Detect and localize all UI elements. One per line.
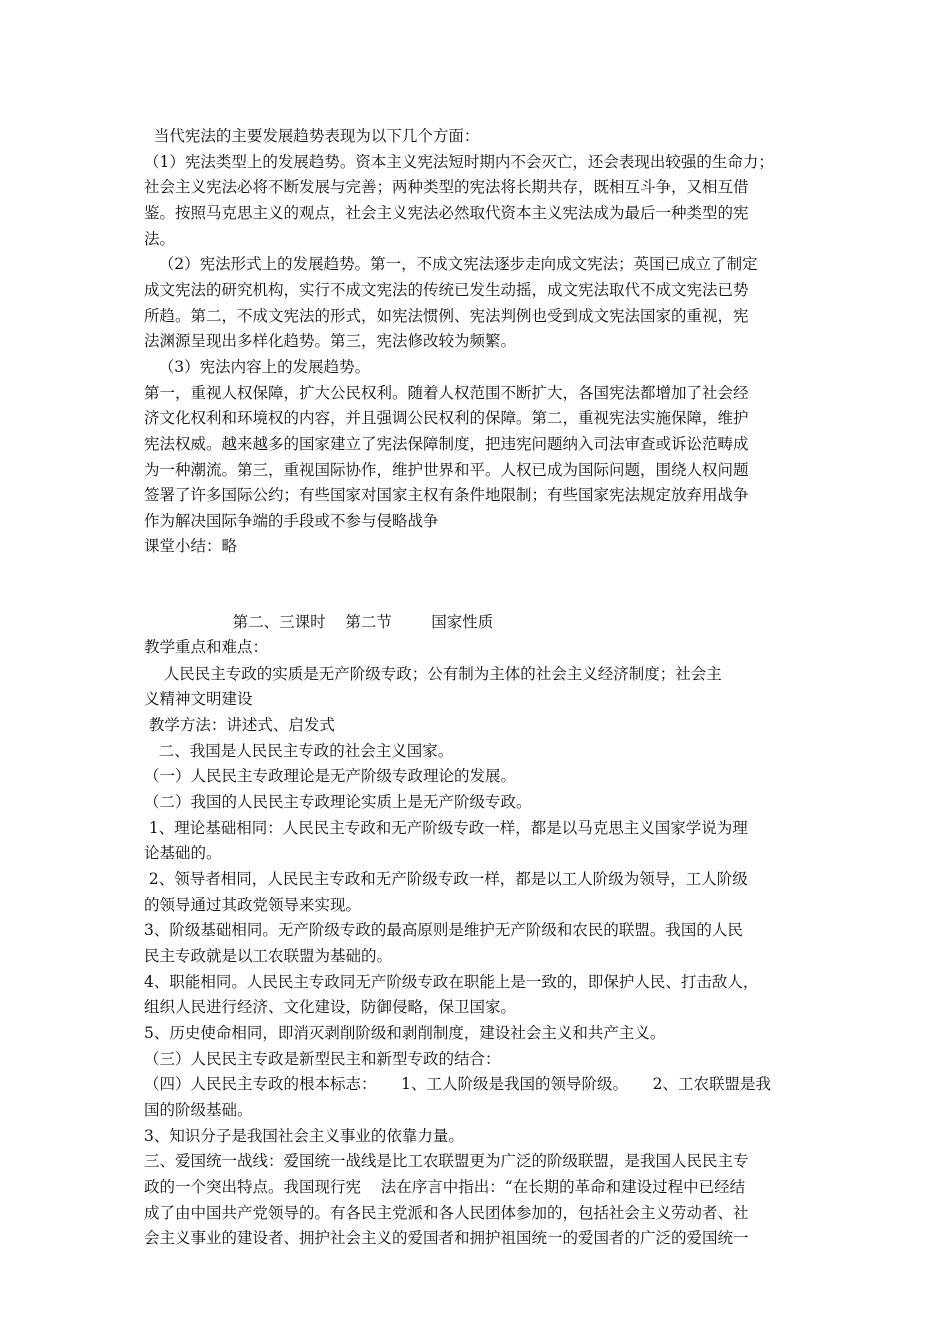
text-line: 社会主义宪法必将不断发展与完善；两种类型的宪法将长期共存，既相互斗争，又相互借: [144, 178, 749, 196]
text-line: 所趋。第二，不成文宪法的形式，如宪法惯例、宪法判例也受到成文宪法国家的重视，宪: [144, 307, 749, 325]
text-line: （四）人民民主专政的根本标志： 1、工人阶级是我国的领导阶级。 2、工农联盟是我: [144, 1075, 771, 1093]
text-line: （2）宪法形式上的发展趋势。第一，不成文宪法逐步走向成文宪法；英国已成立了制定: [144, 255, 758, 273]
text-line: 组织人民进行经济、文化建设，防御侵略，保卫国家。: [144, 998, 517, 1016]
text-line: 的领导通过其政党领导来实现。: [144, 896, 362, 914]
text-line: 法。: [144, 230, 176, 248]
text-line: 签署了许多国际公约；有些国家对国家主权有条件地限制；有些国家宪法规定放弃用战争: [144, 486, 749, 504]
text-line: 课堂小结：略: [144, 537, 238, 555]
section-heading: 第二、三课时 第二节 国家性质: [144, 613, 494, 631]
text-line: 教学方法：讲述式、启发式: [144, 716, 335, 734]
text-line: 三、爱国统一战线：爱国统一战线是比工农联盟更为广泛的阶级联盟，是我国人民民主专: [144, 1152, 749, 1170]
text-line: 为一种潮流。第三，重视国际协作，维护世界和平。人权已成为国际问题，围绕人权问题: [144, 461, 749, 479]
text-line: 宪法权威。越来越多的国家建立了宪法保障制度，把违宪问题纳入司法审查或诉讼范畴成: [144, 435, 749, 453]
text-line: 作为解决国际争端的手段或不参与侵略战争: [144, 512, 439, 530]
text-line: 义精神文明建设: [144, 690, 253, 708]
text-line: 二、我国是人民民主专政的社会主义国家。: [144, 742, 454, 760]
text-line: 民主专政就是以工农联盟为基础的。: [144, 947, 393, 965]
text-line: （三）人民民主专政是新型民主和新型专政的结合：: [144, 1050, 501, 1068]
text-line: 2、领导者相同，人民民主专政和无产阶级专政一样，都是以工人阶级为领导，工人阶级: [144, 870, 748, 888]
text-line: 5、历史使命相同，即消灭剥削阶级和剥削制度，建设社会主义和共产主义。: [144, 1024, 666, 1042]
text-line: 法渊源呈现出多样化趋势。第三，宪法修改较为频繁。: [144, 332, 517, 350]
text-line: 4、职能相同。人民民主专政同无产阶级专政在职能上是一致的，即保护人民、打击敌人，: [144, 973, 759, 991]
text-line: （二）我国的人民民主专政理论实质上是无产阶级专政。: [144, 793, 532, 811]
text-line: 3、阶级基础相同。无产阶级专政的最高原则是维护无产阶级和农民的联盟。我国的人民: [144, 921, 743, 939]
text-line: 会主义事业的建设者、拥护社会主义的爱国者和拥护祖国统一的爱国者的广泛的爱国统一: [144, 1229, 749, 1247]
text-line: 成了由中国共产党领导的。有各民主党派和各人民团体参加的，包括社会主义劳动者、社: [144, 1204, 749, 1222]
text-line: 3、知识分子是我国社会主义事业的依靠力量。: [144, 1127, 464, 1145]
text-line: 人民民主专政的实质是无产阶级专政；公有制为主体的社会主义经济制度；社会主: [144, 665, 722, 683]
text-line: 国的阶级基础。: [144, 1101, 253, 1119]
text-line: 济文化权利和环境权的内容，并且强调公民权利的保障。第二，重视宪法实施保障，维护: [144, 409, 749, 427]
text-line: 论基础的。: [144, 844, 222, 862]
text-line: （一）人民民主专政理论是无产阶级专政理论的发展。: [144, 767, 517, 785]
text-line: 教学重点和难点：: [144, 638, 269, 656]
text-line: 鉴。按照马克思主义的观点，社会主义宪法必然取代资本主义宪法成为最后一种类型的宪: [144, 204, 749, 222]
text-line: 政的一个突出特点。我国现行宪 法在序言中指出：“在长期的革命和建设过程中已经结: [144, 1178, 746, 1196]
text-line: 第一，重视人权保障，扩大公民权利。随着人权范围不断扩大，各国宪法都增加了社会经: [144, 384, 749, 402]
text-line: 成文宪法的研究机构，实行不成文宪法的传统已发生动摇，成文宪法取代不成文宪法已势: [144, 281, 749, 299]
text-line: 1、理论基础相同：人民民主专政和无产阶级专政一样，都是以马克思主义国家学说为理: [144, 819, 748, 837]
text-line: （3）宪法内容上的发展趋势。: [144, 358, 371, 376]
text-line: 当代宪法的主要发展趋势表现为以下几个方面：: [144, 127, 480, 145]
text-line: （1）宪法类型上的发展趋势。资本主义宪法短时期内不会灭亡，还会表现出较强的生命力；: [144, 153, 774, 171]
